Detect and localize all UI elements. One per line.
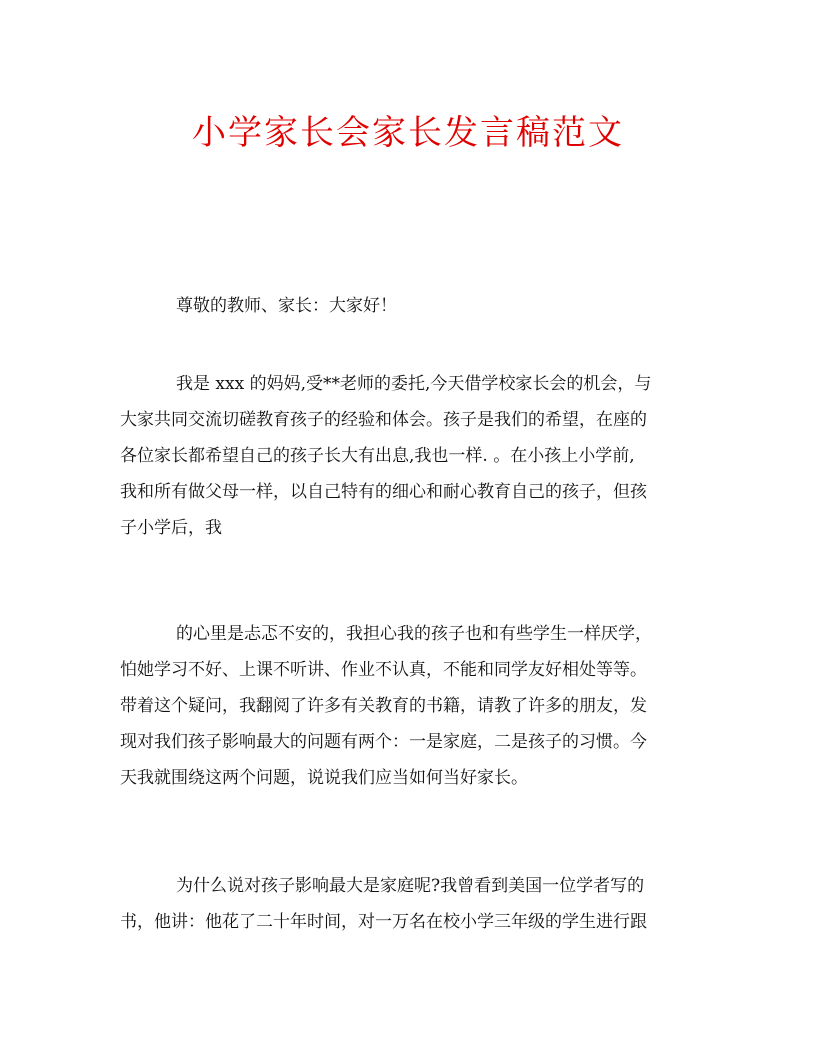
paragraph-2-line-2: 怕她学习不好、上课不听讲、作业不认真，不能和同学友好相处等等。 bbox=[120, 660, 647, 680]
greeting-paragraph bbox=[120, 288, 696, 324]
paragraph-3-line-1: 为什么说对孩子影响最大是家庭呢?我曾看到美国一位学者写的 bbox=[176, 876, 645, 896]
paragraph-2-line-5: 天我就围绕这两个问题，说说我们应当如何当好家长。 bbox=[120, 768, 528, 788]
paragraph-1-line-2: 大家共同交流切磋教育孩子的经验和体会。孩子是我们的希望，在座的 bbox=[120, 410, 647, 430]
paragraph-2-line-3: 带着这个疑问，我翻阅了许多有关教育的书籍，请教了许多的朋友，发 bbox=[120, 696, 647, 716]
paragraph-3-line-2: 书，他讲：他花了二十年时间，对一万名在校小学三年级的学生进行跟 bbox=[120, 912, 647, 932]
paragraph-1-line-1: 我是 xxx 的妈妈,受**老师的委托,今天借学校家长会的机会，与 bbox=[176, 374, 652, 394]
paragraph-1-line-3: 各位家长都希望自己的孩子长大有出息,我也一样. 。在小孩上小学前, bbox=[120, 446, 635, 466]
paragraph-2-line-4: 现对我们孩子影响最大的问题有两个：一是家庭，二是孩子的习惯。今 bbox=[120, 732, 647, 752]
paragraph-2-line-1: 的心里是忐忑不安的，我担心我的孩子也和有些学生一样厌学， bbox=[176, 624, 652, 644]
document-title: 小学家长会家长发言稿范文 bbox=[192, 113, 624, 153]
greeting-line: 尊敬的教师、家长：大家好！ bbox=[176, 296, 397, 316]
paragraph-3 bbox=[120, 868, 696, 940]
paragraph-1-line-5: 子小学后，我 bbox=[120, 518, 222, 538]
paragraph-1-line-4: 我和所有做父母一样，以自己特有的细心和耐心教育自己的孩子，但孩 bbox=[120, 482, 647, 502]
paragraph-1 bbox=[120, 366, 696, 546]
paragraph-2 bbox=[120, 616, 696, 796]
